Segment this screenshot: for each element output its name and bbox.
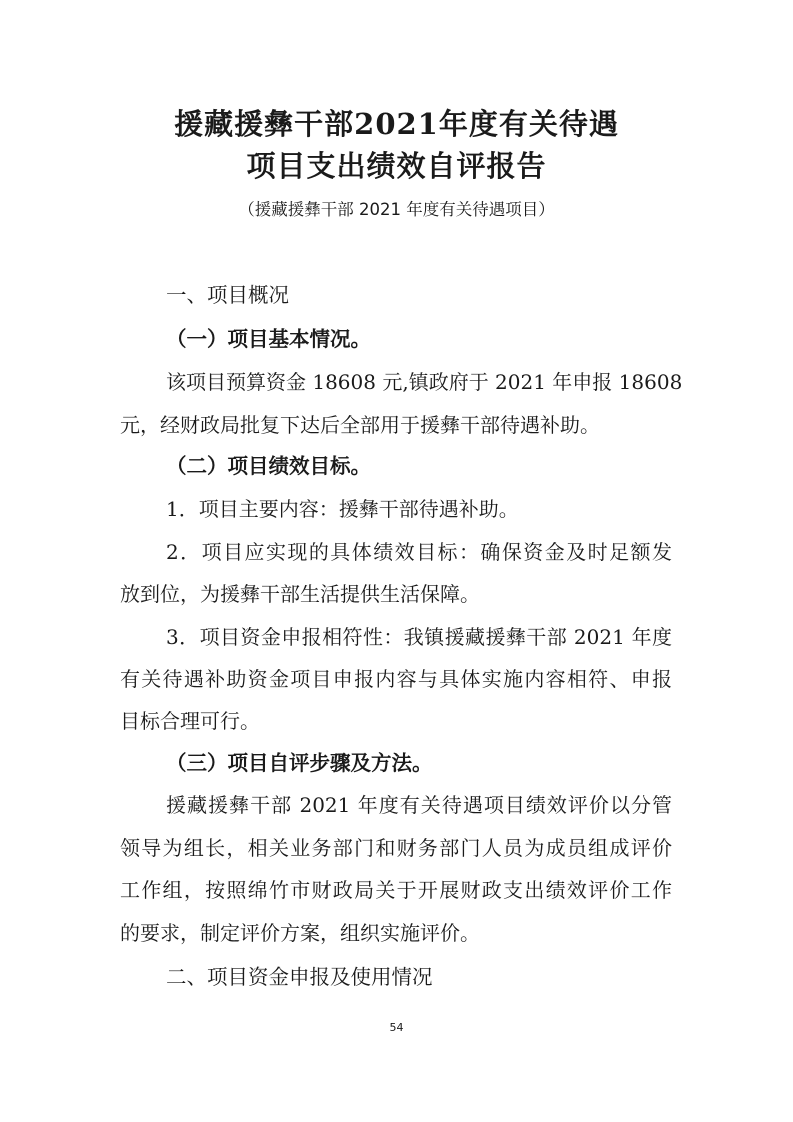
section-1-heading: 一、项目概况 bbox=[166, 283, 289, 307]
paragraph-line: 工作组，按照绵竹市财政局关于开展财政支出绩效评价工作 bbox=[120, 878, 672, 902]
section-2-heading: 二、项目资金申报及使用情况 bbox=[166, 965, 433, 989]
list-item-2-line: 2．项目应实现的具体绩效目标：确保资金及时足额发 bbox=[166, 540, 672, 564]
page-number: 54 bbox=[389, 1021, 404, 1034]
document-title-line-2: 项目支出绩效自评报告 bbox=[246, 149, 547, 183]
paragraph-line: 领导为组长，相关业务部门和财务部门人员为成员组成评价 bbox=[120, 836, 672, 860]
document-title-line-1: 援藏援彝干部2021年度有关待遇 bbox=[174, 107, 619, 141]
list-item-3-line: 3．项目资金申报相符性：我镇援藏援彝干部 2021 年度 bbox=[166, 625, 672, 649]
subsection-3-heading: （三）项目自评步骤及方法。 bbox=[166, 751, 433, 775]
document-subtitle: （援藏援彝干部 2021 年度有关待遇项目） bbox=[238, 200, 555, 219]
list-item-3-line: 目标合理可行。 bbox=[120, 709, 260, 733]
list-item-1: 1．项目主要内容：援彝干部待遇补助。 bbox=[166, 497, 519, 521]
paragraph-line: 的要求，制定评价方案，组织实施评价。 bbox=[120, 921, 480, 945]
subsection-1-heading: （一）项目基本情况。 bbox=[166, 327, 371, 351]
list-item-2-line: 放到位，为援彝干部生活提供生活保障。 bbox=[120, 582, 480, 606]
subsection-2-heading: （二）项目绩效目标。 bbox=[166, 454, 371, 478]
paragraph-line: 援藏援彝干部 2021 年度有关待遇项目绩效评价以分管 bbox=[166, 793, 672, 817]
list-item-3-line: 有关待遇补助资金项目申报内容与具体实施内容相符、申报 bbox=[120, 667, 672, 691]
paragraph-line: 该项目预算资金 18608 元,镇政府于 2021 年申报 18608 bbox=[166, 370, 683, 394]
paragraph-line: 元，经财政局批复下达后全部用于援彝干部待遇补助。 bbox=[120, 413, 600, 437]
